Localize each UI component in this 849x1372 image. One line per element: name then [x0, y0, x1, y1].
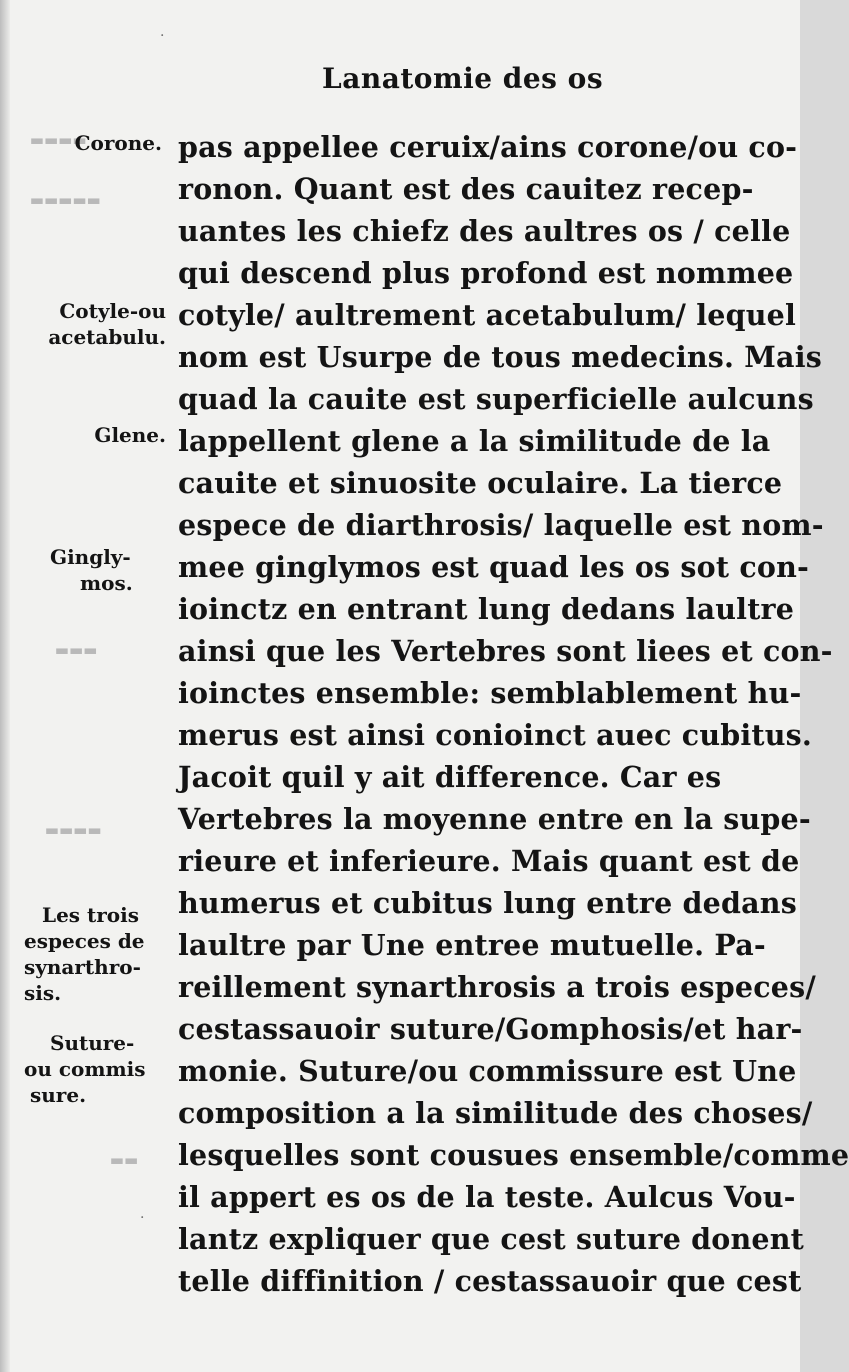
margin-note-line: ou commis [24, 1057, 146, 1081]
text-line: uantes les chiefz des aultres os / celle [178, 214, 791, 248]
margin-note-line: Suture- [50, 1031, 135, 1055]
text-line: cestassauoir suture/Gomphosis/et har- [178, 1012, 803, 1046]
bleed-through-mark: ▬▬▬ [55, 641, 98, 659]
margin-note-corone [52, 130, 162, 156]
margin-note-line: Gingly- [50, 545, 131, 569]
text-line: humerus et cubitus lung entre dedans [178, 886, 797, 920]
ink-speck: · [160, 28, 165, 44]
margin-note-line: synarthro- [24, 955, 141, 979]
margin-note-line: mos. [80, 571, 133, 595]
text-line: qui descend plus profond est nommee [178, 256, 794, 290]
bleed-through-mark: ▬▬▬▬ [45, 821, 102, 839]
bleed-through-mark: ▬▬ [110, 1151, 139, 1169]
text-line: il appert es os de la teste. Aulcus Vou- [178, 1180, 796, 1214]
margin-note-ginglymos [48, 544, 166, 596]
text-line: rieure et inferieure. Mais quant est de [178, 844, 800, 878]
text-line: reillement synarthrosis a trois especes/ [178, 970, 816, 1004]
margin-note-line: Glene. [94, 423, 166, 447]
margin-note-line: acetabulu. [48, 325, 166, 349]
text-line: lesquelles sont cousues ensemble/comme [178, 1138, 849, 1172]
text-line: merus est ainsi conioinct auec cubitus. [178, 718, 813, 752]
text-line: lappellent glene a la similitude de la [178, 424, 771, 458]
margin-note-line: Cotyle-ou [59, 299, 166, 323]
margin-note-line: Les trois [42, 903, 139, 927]
text-line: telle diffinition / cestassauoir que cest [178, 1264, 802, 1298]
text-line: cauite et sinuosite oculaire. La tierce [178, 466, 783, 500]
text-line: composition a la similitude des choses/ [178, 1096, 813, 1130]
bleed-through-mark: ▬▬▬▬▬ [30, 191, 101, 209]
margin-note-line: especes de [24, 929, 145, 953]
page-gutter-shadow [0, 0, 10, 1372]
margin-note-suture [24, 1030, 166, 1108]
text-line: espece de diarthrosis/ laquelle est nom- [178, 508, 824, 542]
margin-note-line: Corone. [74, 131, 162, 155]
margin-note-glene [62, 422, 166, 448]
text-line: ioinctz en entrant lung dedans laultre [178, 592, 795, 626]
text-line: laultre par Une entree mutuelle. Pa- [178, 928, 766, 962]
margin-note-synarthrosis [24, 902, 166, 1006]
text-line: monie. Suture/ou commissure est Une [178, 1054, 797, 1088]
text-line: mee ginglymos est quad les os sot con- [178, 550, 810, 584]
running-head: Lanatomie des os [322, 62, 604, 95]
margin-note-line: sis. [24, 981, 62, 1005]
margin-note-cotyle [22, 298, 166, 350]
text-line: ioinctes ensemble: semblablement hu- [178, 676, 802, 710]
text-line: Jacoit quil y ait difference. Car es [178, 760, 722, 794]
text-line: lantz expliquer que cest suture donent [178, 1222, 805, 1256]
text-line: ronon. Quant est des cauitez recep- [178, 172, 754, 206]
text-line: Vertebres la moyenne entre en la supe- [178, 802, 811, 836]
text-line: quad la cauite est superficielle aulcuns [178, 382, 814, 416]
text-line: nom est Usurpe de tous medecins. Mais [178, 340, 822, 374]
text-line: cotyle/ aultrement acetabulum/ lequel [178, 298, 797, 332]
text-line: ainsi que les Vertebres sont liees et con- [178, 634, 833, 668]
bleed-through-mark: ▬▬▬▬ [30, 131, 87, 149]
margin-note-line: sure. [30, 1083, 87, 1107]
ink-speck: · [140, 1210, 145, 1226]
text-line: pas appellee ceruix/ains corone/ou co- [178, 130, 798, 164]
